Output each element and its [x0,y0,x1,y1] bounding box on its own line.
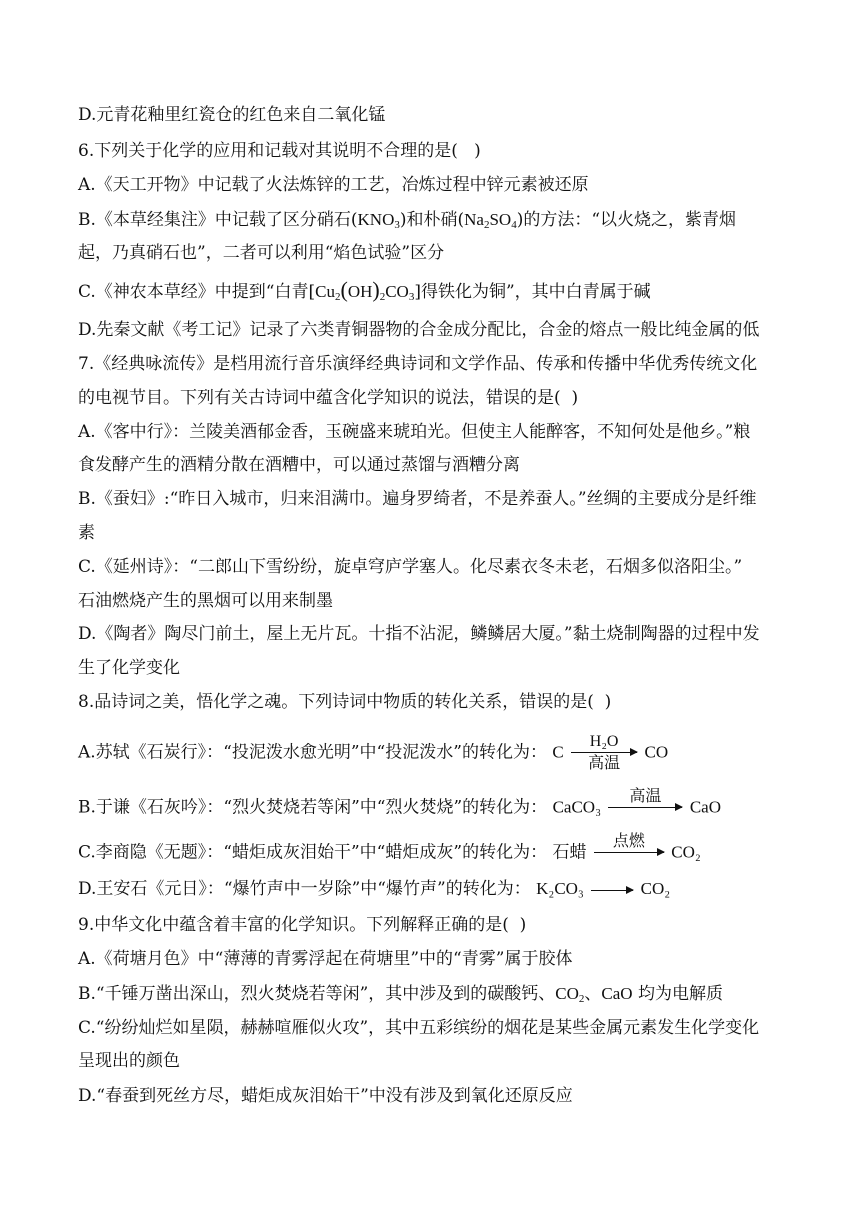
q7-option-b-cont [78,521,778,545]
q5-option-d [78,103,778,127]
text: D.“春蚕到死丝方尽，蜡炬成灰泪始干”中没有涉及到氧化还原反应 [78,1086,573,1106]
q7-option-c-cont [78,589,778,613]
text: 生了化学变化 [78,658,180,678]
text: 均为电解质 [637,984,723,1004]
q7-option-b [78,487,778,511]
text: ]得铁化为铜”，其中白青属于碱 [414,282,651,302]
formula-cu2oh2co3: $Cu_2(OH)_2CO_3$ [315,277,415,303]
reactant: C [552,742,564,762]
text: D.元青花釉里红瓷仓的红色来自二氧化锰 [78,105,386,125]
q8-stem [78,690,778,714]
q8-option-b [78,788,778,828]
product: CO₂ [671,842,701,862]
reactant: K₂CO₃ [536,879,584,898]
q7-option-c [78,555,778,579]
q6-option-d [78,318,778,342]
text: )和朴硝( [399,210,465,230]
arrow-icon [571,752,637,753]
text: 石油燃烧产生的黑烟可以用来制墨 [78,591,333,611]
product: CO₂ [640,879,671,898]
q9-stem [78,913,778,937]
text: D.先秦文献《考工记》记录了六类青铜器物的合金成分配比，合金的熔点一般比纯金属的低 [78,320,760,340]
text: 食发酵产生的酒精分散在酒糟中，可以通过蒸馏与酒糟分离 [78,455,520,475]
q6-option-b [78,208,778,232]
formula-co2: $CO_2$ [555,984,585,1005]
condition-bottom: 高温 [588,755,621,772]
text: C.《神农本草经》中提到“白青[ [78,282,316,302]
arrow-icon [608,807,682,808]
text: B.于谦《石灰吟》：“烈火焚烧若等闲”中“烈火焚烧”的转化为： [78,797,548,818]
product: CO [644,742,669,762]
text: A.《荷塘月色》中“薄薄的青雾浮起在荷塘里”中的“青雾”属于胶体 [78,949,573,969]
text: 9.中华文化中蕴含着丰富的化学知识。下列解释正确的是( ) [78,915,527,935]
q6-stem [78,139,778,163]
text: A.苏轼《石炭行》：“投泥泼水愈光明”中“投泥泼水”的转化为： [78,742,547,763]
q8-option-c [78,833,778,873]
text: B.“千锤万凿出深山，烈火焚烧若等闲”，其中涉及到的碳酸钙、 [78,984,556,1004]
q8-option-d [78,877,778,902]
arrow-icon [594,852,664,853]
text: A.《客中行》：兰陵美酒郁金香，玉碗盛来琥珀光。但使主人能醉客，不知何处是他乡。”粮 [78,422,751,442]
text: C.《延州诗》：“二郎山下雪纷纷，旋卓穹庐学塞人。化尽素衣冬未老，石烟多似洛阳尘。” [78,557,743,577]
arrow-icon [591,890,633,891]
q7-option-d [78,622,778,646]
reaction-arrow [594,833,664,873]
reactant: CaCO₃ [552,797,602,817]
text: )的方法：“以火烧之，紫青烟 [516,210,737,230]
q9-option-a [78,947,778,971]
text: C.李商隐《无题》：“蜡炬成灰泪始干”中“蜡炬成灰”的转化为： [78,842,548,863]
product: CaO [689,797,721,817]
q7-option-a [78,420,778,444]
text: 呈现出的颜色 [78,1051,180,1071]
text: 起，乃真硝石也”，二者可以利用“焰色试验”区分 [78,243,445,263]
condition-top: H₂O [589,733,619,750]
text: 7.《经典咏流传》是档用流行音乐演绎经典诗词和文学作品、传承和传播中华优秀传统文化 [78,354,758,374]
q8-option-a [78,733,778,773]
q6-option-c [78,277,778,304]
condition-top: 点燃 [612,833,645,850]
formula-kno3: $KNO_3$ [357,210,400,231]
q6-option-b-cont [78,241,778,265]
text: 6.下列关于化学的应用和记载对其说明不合理的是( ) [78,141,481,161]
text: D.《陶者》陶尽门前土，屋上无片瓦。十指不沾泥，鳞鳞居大厦。”黏土烧制陶器的过程中发 [78,624,760,644]
text: B.《本草经集注》中记载了区分硝石( [78,210,358,230]
q7-stem [78,352,778,376]
text: 的电视节目。下列有关古诗词中蕴含化学知识的说法，错误的是( ) [78,388,579,408]
text: D.王安石《元日》：“爆竹声中一岁除”中“爆竹声”的转化为： [78,879,531,899]
q7-option-d-cont [78,656,778,680]
text: 素 [78,523,95,543]
reaction-arrow [591,878,633,902]
text: B.《蚕妇》:“昨日入城市，归来泪满巾。遍身罗绮者，不是养蚕人。”丝绸的主要成分是纤维 [78,489,757,509]
q7-option-a-cont [78,453,778,477]
q9-option-c [78,1016,778,1040]
formula-na2so4: $Na_2SO_4$ [464,210,517,231]
formula-cao: CaO [601,984,633,1003]
q6-option-a [78,173,778,197]
q9-option-c-cont [78,1049,778,1073]
q9-option-b: B.“千锤万凿出深山，烈火焚烧若等闲”，其中涉及到的碳酸钙、$CO_2$、CaO 均为电解质 [78,984,723,1005]
reactant: 石蜡 [552,842,587,863]
text: C.“纷纷灿烂如星陨，赫赫喧雁似火攻”，其中五彩缤纷的烟花是某些金属元素发生化学变化 [78,1018,760,1038]
reaction-arrow [608,788,682,828]
text: A.《天工开物》中记载了火法炼锌的工艺，冶炼过程中锌元素被还原 [78,175,589,195]
reaction-arrow [571,733,637,773]
condition-top: 高温 [629,788,662,805]
text: 8.品诗词之美，悟化学之魂。下列诗词中物质的转化关系，错误的是( ) [78,692,612,712]
q7-stem-cont [78,386,778,410]
q9-option-d [78,1084,778,1108]
